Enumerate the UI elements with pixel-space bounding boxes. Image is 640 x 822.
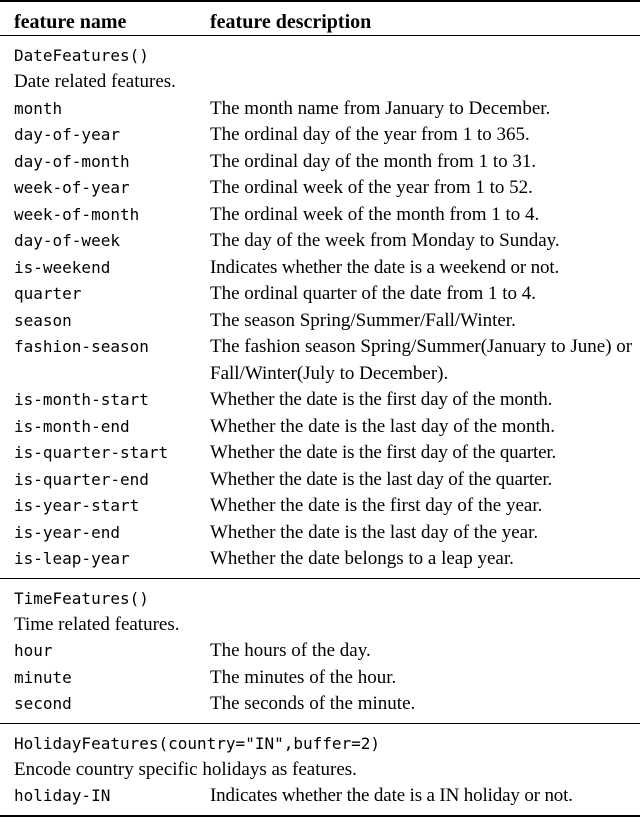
feature-name: day-of-year	[14, 125, 120, 144]
table-bottom-rule	[0, 815, 640, 817]
feature-description: Whether the date is the last day of the month.	[210, 415, 556, 437]
table-row	[0, 493, 640, 520]
feature-name: month	[14, 98, 63, 118]
feature-description: The season Spring/Summer/Fall/Winter.	[210, 309, 516, 331]
table-header	[0, 2, 640, 35]
table-row	[0, 783, 640, 810]
table-row	[0, 691, 640, 718]
table-row	[0, 228, 640, 255]
feature-name: day-of-week	[14, 231, 120, 250]
feature-description: The minutes of the hour.	[210, 666, 397, 688]
feature-name: is-month-end	[14, 416, 130, 436]
feature-description: Whether the date belongs to a leap year.	[210, 548, 514, 569]
feature-name: week-of-month	[14, 204, 140, 224]
feature-name: fashion-season	[14, 337, 149, 356]
table-row	[0, 665, 640, 692]
feature-description: The seconds of the minute.	[210, 693, 416, 714]
feature-name: season	[14, 310, 72, 330]
table-row	[0, 638, 640, 665]
feature-name: second	[14, 694, 72, 713]
feature-description: Indicates whether the date is a weekend or not.	[210, 256, 560, 278]
table-row	[0, 149, 640, 176]
section-title: HolidayFeatures(country="IN",buffer=2)	[14, 733, 381, 753]
section-title: DateFeatures()	[14, 46, 149, 65]
feature-description: The ordinal week of the year from 1 to 52.	[210, 177, 533, 198]
table-row	[0, 202, 640, 229]
table-row	[0, 520, 640, 547]
section-time-features	[0, 579, 640, 723]
section-description: Encode country specific holidays as features.	[14, 758, 357, 780]
feature-description: Whether the date is the first day of the month.	[210, 389, 553, 410]
header-feature-description: feature description	[210, 11, 372, 33]
table-row	[0, 334, 640, 387]
feature-name: is-year-start	[14, 496, 140, 515]
feature-name: is-year-end	[14, 522, 120, 542]
feature-description: Whether the date is the first day of the quarter.	[210, 442, 557, 463]
section-title: TimeFeatures()	[14, 588, 149, 608]
feature-name: is-quarter-end	[14, 469, 149, 489]
table-row	[0, 281, 640, 308]
feature-name: minute	[14, 667, 72, 687]
table-row	[0, 414, 640, 441]
feature-description: Whether the date is the last day of the quarter.	[210, 468, 553, 490]
table-row	[0, 440, 640, 467]
feature-description: The ordinal day of the year from 1 to 365.	[210, 124, 530, 145]
feature-description: Whether the date is the first day of the year.	[210, 495, 543, 516]
table-row	[0, 467, 640, 494]
feature-description: The ordinal day of the month from 1 to 31.	[210, 150, 537, 172]
feature-name: is-leap-year	[14, 549, 130, 568]
table-row	[0, 122, 640, 149]
feature-description: The ordinal week of the month from 1 to 4.	[210, 203, 540, 225]
feature-description: The month name from January to December.	[210, 97, 551, 119]
feature-name: hour	[14, 641, 53, 660]
section-holiday-features	[0, 724, 640, 815]
table-row	[0, 255, 640, 282]
section-date-features	[0, 36, 640, 578]
feature-name: day-of-month	[14, 151, 130, 171]
table-row	[0, 96, 640, 123]
feature-description: The day of the week from Monday to Sunday.	[210, 230, 560, 251]
table-row	[0, 175, 640, 202]
feature-description: The hours of the day.	[210, 640, 371, 661]
feature-description: The fashion season Spring/Summer(January to June) or Fall/Winter(July to December).	[210, 336, 633, 384]
section-description: Time related features.	[14, 613, 180, 635]
feature-name: is-weekend	[14, 257, 111, 277]
feature-description: Indicates whether the date is a IN holiday or not.	[210, 785, 573, 806]
feature-name: week-of-year	[14, 178, 130, 197]
feature-name: holiday-IN	[14, 786, 111, 805]
header-feature-name: feature name	[14, 11, 127, 33]
feature-description: The ordinal quarter of the date from 1 to 4.	[210, 283, 537, 304]
table-row	[0, 308, 640, 335]
feature-name: is-quarter-start	[14, 443, 169, 462]
table-row	[0, 387, 640, 414]
feature-name: is-month-start	[14, 390, 149, 409]
feature-name: quarter	[14, 284, 82, 303]
table-row	[0, 546, 640, 573]
section-description: Date related features.	[14, 71, 176, 92]
feature-description: Whether the date is the last day of the year.	[210, 521, 539, 543]
